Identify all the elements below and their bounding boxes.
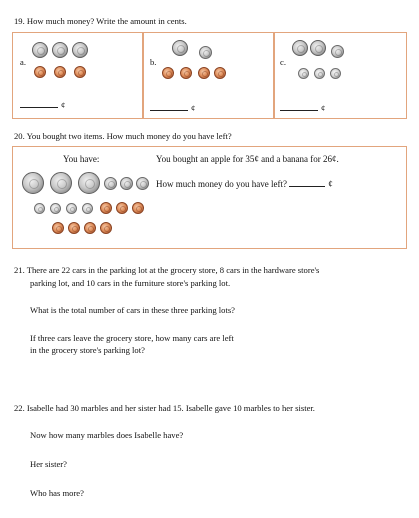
- penny-coin: [162, 67, 174, 79]
- q20-you-have: You have:: [63, 154, 100, 164]
- penny-coin: [52, 222, 64, 234]
- quarter-coin: [78, 172, 100, 194]
- cents-symbol: ¢: [191, 103, 196, 113]
- q19a-answer-line[interactable]: [20, 99, 65, 110]
- q21-line1: 21. There are 22 cars in the parking lot at the grocery store, 8 cars in the hardware store's: [14, 265, 320, 275]
- q19c-label: c.: [280, 57, 286, 67]
- quarter-coin: [310, 40, 326, 56]
- nickel-coin: [199, 46, 212, 59]
- q21-sub1: What is the total number of cars in these three parking lots?: [30, 305, 235, 315]
- quarter-coin: [292, 40, 308, 56]
- q21-line2: parking lot, and 10 cars in the furniture store's parking lot.: [30, 278, 231, 288]
- nickel-coin: [120, 177, 133, 190]
- q19a-label: a.: [20, 57, 26, 67]
- penny-coin: [84, 222, 96, 234]
- dime-coin: [314, 68, 325, 79]
- quarter-coin: [72, 42, 88, 58]
- quarter-coin: [172, 40, 188, 56]
- quarter-coin: [52, 42, 68, 58]
- dime-coin: [298, 68, 309, 79]
- dime-coin: [66, 203, 77, 214]
- nickel-coin: [136, 177, 149, 190]
- q19-divider-2: [273, 33, 275, 118]
- penny-coin: [74, 66, 86, 78]
- q19-answer-box: [12, 32, 407, 119]
- penny-coin: [198, 67, 210, 79]
- cents-symbol: ¢: [321, 103, 326, 113]
- quarter-coin: [50, 172, 72, 194]
- q19b-answer-line[interactable]: [150, 102, 195, 113]
- penny-coin: [132, 202, 144, 214]
- quarter-coin: [32, 42, 48, 58]
- q19c-answer-line[interactable]: [280, 102, 325, 113]
- dime-coin: [330, 68, 341, 79]
- penny-coin: [54, 66, 66, 78]
- q20-bought: You bought an apple for 35¢ and a banana for 26¢.: [156, 154, 339, 164]
- penny-coin: [214, 67, 226, 79]
- q21-sub2-line1: If three cars leave the grocery store, how many cars are left: [30, 333, 234, 343]
- nickel-coin: [104, 177, 117, 190]
- q22-sub3: Who has more?: [30, 488, 84, 498]
- q20-left-question[interactable]: How much money do you have left? ¢: [156, 179, 333, 189]
- q22-sub1: Now how many marbles does Isabelle have?: [30, 430, 184, 440]
- cents-symbol: ¢: [328, 179, 333, 189]
- dime-coin: [82, 203, 93, 214]
- penny-coin: [100, 222, 112, 234]
- penny-coin: [116, 202, 128, 214]
- penny-coin: [68, 222, 80, 234]
- cents-symbol: ¢: [61, 100, 66, 110]
- q22-sub2: Her sister?: [30, 459, 67, 469]
- penny-coin: [100, 202, 112, 214]
- q22-line1: 22. Isabelle had 30 marbles and her sister had 15. Isabelle gave 10 marbles to her sister.: [14, 403, 315, 413]
- q19-question: 19. How much money? Write the amount in cents.: [14, 16, 187, 26]
- q20-question: 20. You bought two items. How much money do you have left?: [14, 131, 232, 141]
- penny-coin: [34, 66, 46, 78]
- dime-coin: [50, 203, 61, 214]
- q19-divider-1: [142, 33, 144, 118]
- penny-coin: [180, 67, 192, 79]
- q21-sub2-line2: in the grocery store's parking lot?: [30, 345, 145, 355]
- nickel-coin: [331, 45, 344, 58]
- q19b-label: b.: [150, 57, 157, 67]
- dime-coin: [34, 203, 45, 214]
- quarter-coin: [22, 172, 44, 194]
